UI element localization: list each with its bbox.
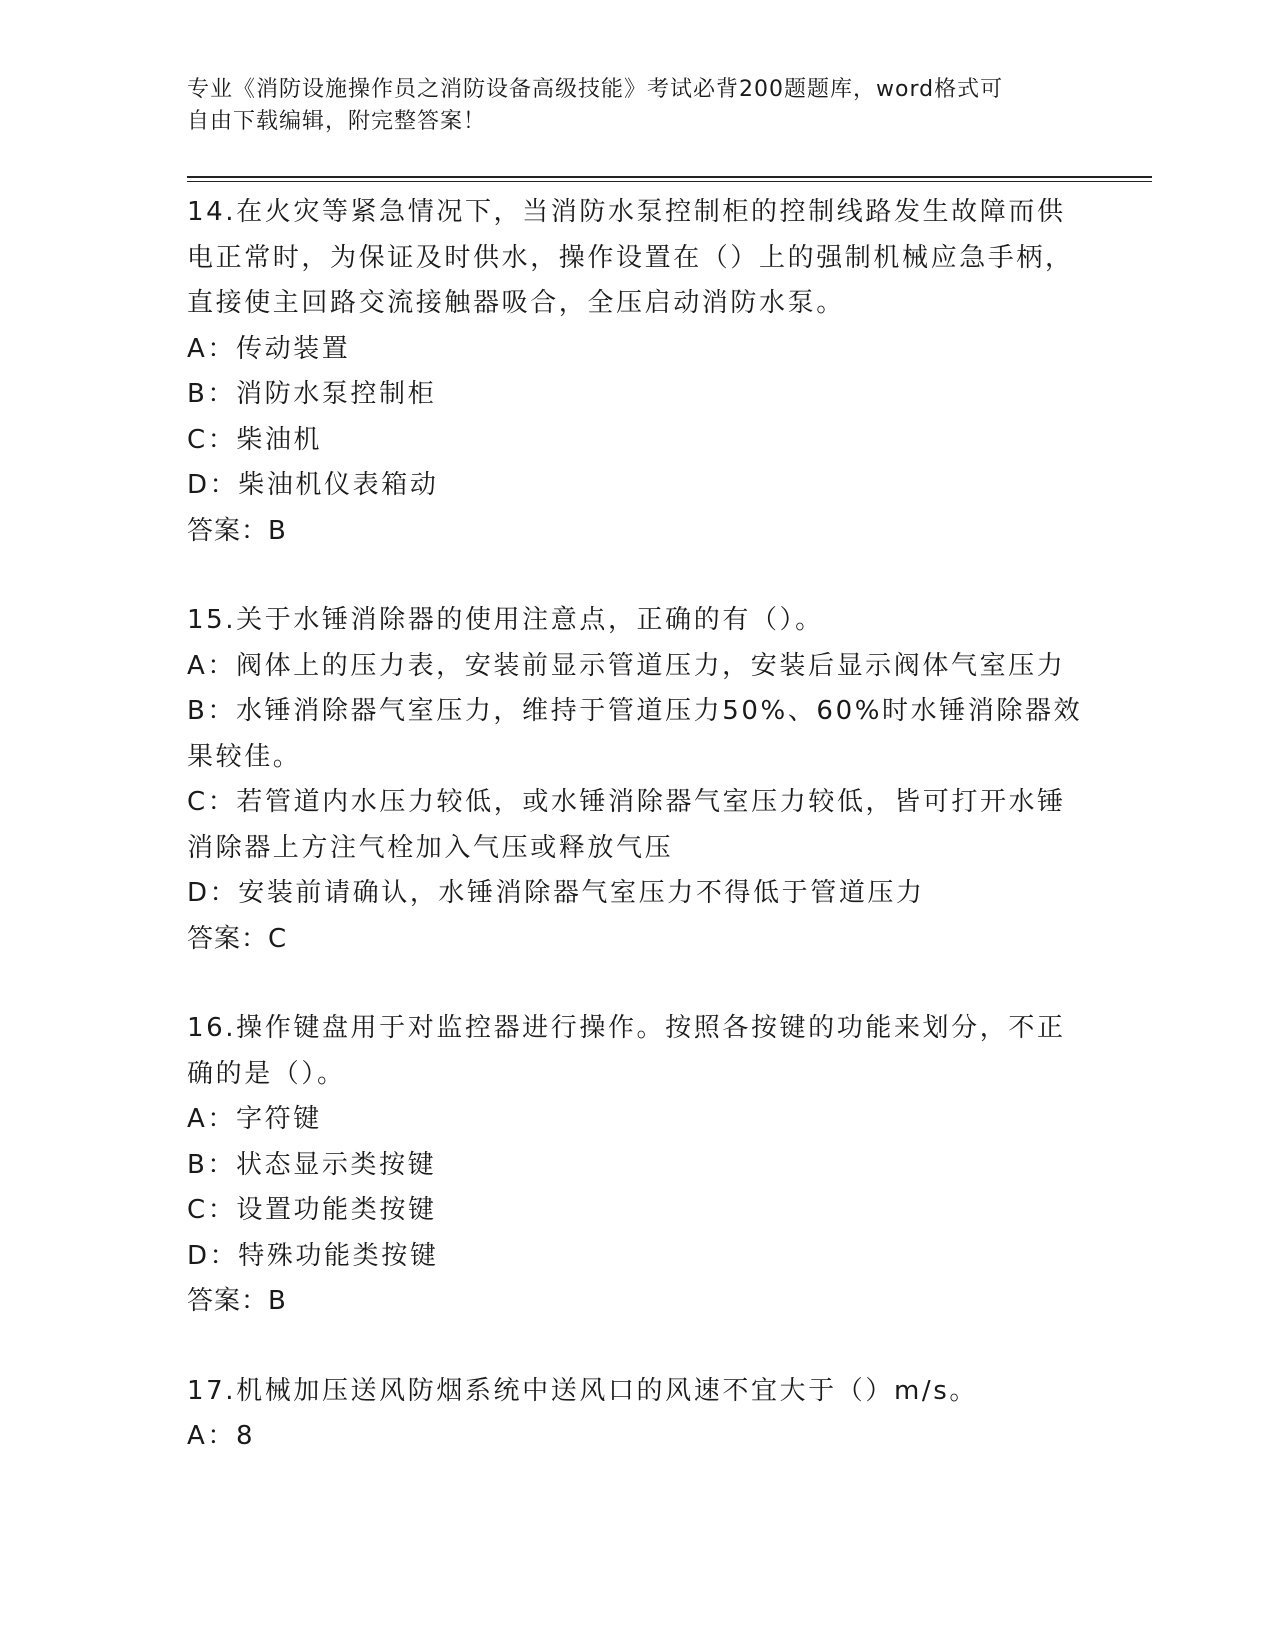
document-header xyxy=(187,74,1087,138)
option-c: C：柴油机 xyxy=(187,424,323,455)
option-a: A：字符键 xyxy=(187,1104,322,1134)
question-stem: 16.操作键盘用于对监控器进行操作。按照各按键的功能来划分，不正确的是（）。 xyxy=(187,1013,1066,1089)
header-divider-thick xyxy=(187,176,1152,178)
question-stem: 15.关于水锤消除器的使用注意点，正确的有（）。 xyxy=(187,605,824,635)
option-d: D：柴油机仪表箱动 xyxy=(187,470,439,500)
option-c: C：设置功能类按键 xyxy=(187,1195,437,1225)
question-16 xyxy=(187,1006,1087,1325)
option-b: B：水锤消除器气室压力，维持于管道压力50%、60%时水锤消除器效果较佳。 xyxy=(187,696,1083,772)
question-17 xyxy=(187,1369,1087,1460)
option-c: C：若管道内水压力较低，或水锤消除器气室压力较低，皆可打开水锤消除器上方注气栓加入气压或释放气压 xyxy=(187,787,1066,863)
option-d: D：安装前请确认，水锤消除器气室压力不得低于管道压力 xyxy=(187,878,925,908)
question-15 xyxy=(187,598,1087,962)
header-divider-thin xyxy=(187,181,1152,182)
question-list xyxy=(187,190,1087,1504)
option-b: B：状态显示类按键 xyxy=(187,1149,437,1180)
option-a: A：传动装置 xyxy=(187,333,351,364)
answer-text: 答案：B xyxy=(187,515,287,546)
option-d: D：特殊功能类按键 xyxy=(187,1240,439,1271)
answer-text: 答案：B xyxy=(187,1286,287,1316)
option-b: B：消防水泵控制柜 xyxy=(187,379,437,409)
answer-text: 答案：C xyxy=(187,923,288,954)
option-a: A：阀体上的压力表，安装前显示管道压力，安装后显示阀体气室压力 xyxy=(187,650,1066,681)
header-line-1: 专业《消防设施操作员之消防设备高级技能》考试必背200题题库，word格式可 xyxy=(187,77,1004,102)
option-a: A：8 xyxy=(187,1421,256,1451)
header-line-2: 自由下载编辑，附完整答案！ xyxy=(187,109,487,134)
question-stem: 17.机械加压送风防烟系统中送风口的风速不宜大于（）m/s。 xyxy=(187,1375,978,1406)
question-stem: 14.在火灾等紧急情况下，当消防水泵控制柜的控制线路发生故障而供电正常时，为保证及时供水，操作设置在（）上的强制机械应急手柄，直接使主回路交流接触器吸合，全压启动消防水泵。 xyxy=(187,197,1074,318)
question-14 xyxy=(187,190,1087,554)
